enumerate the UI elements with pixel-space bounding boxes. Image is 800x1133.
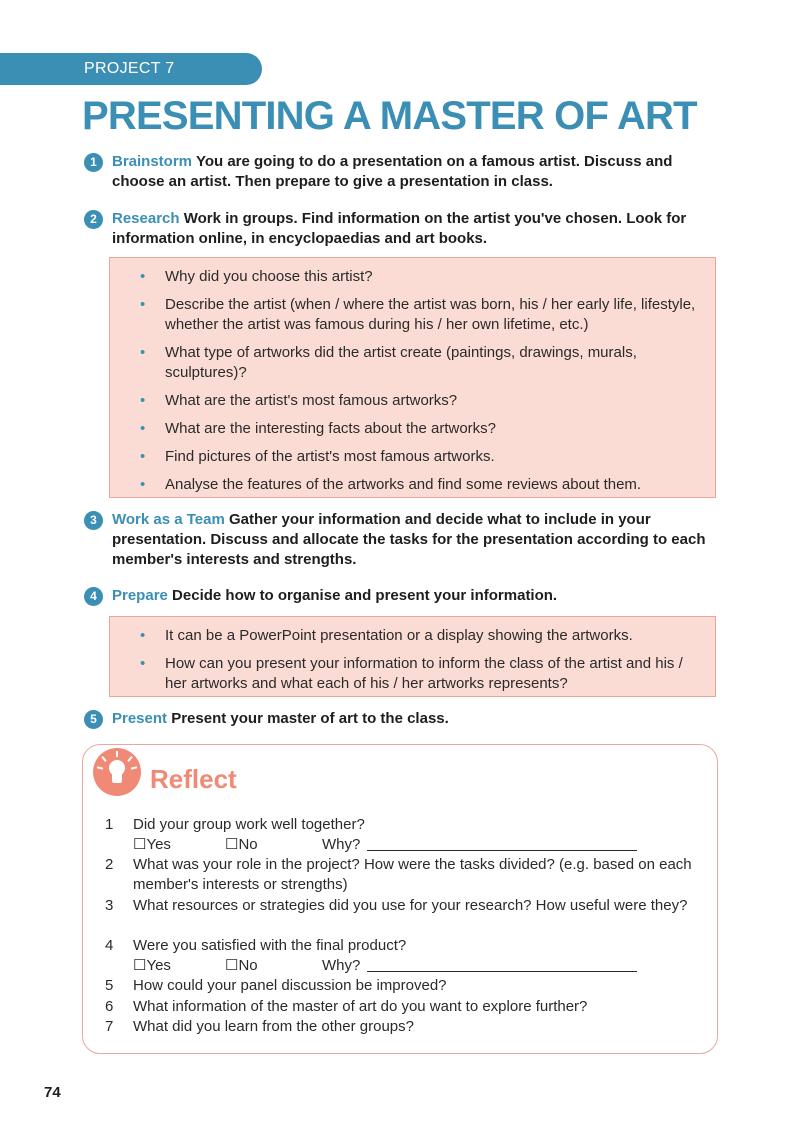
step-keyword: Work as a Team [112, 511, 225, 528]
project-banner [0, 53, 262, 85]
reflect-question [105, 997, 695, 1017]
question-text: What did you learn from the other groups? [133, 1018, 414, 1035]
reflect-question [105, 815, 695, 835]
step-work-as-team [84, 510, 724, 570]
step-number: 2 [84, 210, 103, 229]
yes-checkbox[interactable]: ☐Yes [133, 836, 171, 853]
list-item: • It can be a PowerPoint presentation or a display showing the artworks. [110, 626, 715, 646]
question-text: What was your role in the project? How were the tasks divided? (e.g. based on each member's interests or strengths) [133, 856, 692, 893]
lightbulb-icon [93, 748, 141, 796]
no-checkbox[interactable]: ☐No [225, 957, 258, 974]
step-instruction: Gather your information and decide what to include in your presentation. Discuss and allocate the tasks for the presentation according to each member's interests and strengths. [112, 511, 706, 568]
reflect-question [105, 936, 695, 956]
reflect-title: Reflect [150, 764, 237, 794]
question-text: What information of the master of art do you want to explore further? [133, 998, 588, 1015]
question-number: 1 [105, 816, 114, 833]
step-keyword: Present [112, 710, 168, 727]
no-checkbox[interactable]: ☐No [225, 836, 258, 853]
list-item: • Describe the artist (when / where the artist was born, his / her early life, lifestyle, whether the artist was famous during his / her own lifetime, etc.) [110, 295, 715, 335]
list-item: • Find pictures of the artist's most famous artworks. [110, 447, 715, 467]
question-text: Were you satisfied with the final product? [133, 937, 407, 954]
question-number: 3 [105, 897, 114, 914]
step-instruction: You are going to do a presentation on a famous artist. Discuss and choose an artist. Then prepare to give a presentation in class. [112, 153, 673, 190]
step-number: 1 [84, 153, 103, 172]
question-number: 6 [105, 998, 114, 1015]
page-number: 74 [44, 1084, 61, 1101]
why-label: Why? [322, 957, 361, 974]
reflect-question [105, 896, 695, 916]
yes-checkbox[interactable]: ☐Yes [133, 957, 171, 974]
step-keyword: Brainstorm [112, 153, 193, 170]
list-item: • What are the artist's most famous artworks? [110, 391, 715, 411]
reflect-question [105, 1017, 695, 1037]
question-text: What resources or strategies did you use for your research? How useful were they? [133, 897, 688, 914]
step-research [84, 209, 724, 249]
step-instruction: Present your master of art to the class. [171, 710, 449, 727]
reflect-question [105, 855, 695, 895]
list-item: • What type of artworks did the artist create (paintings, drawings, murals, sculptures)? [110, 343, 715, 383]
question-text: How could your panel discussion be improved? [133, 977, 447, 994]
question-number: 7 [105, 1018, 114, 1035]
step-present [84, 709, 724, 729]
reflect-question [105, 976, 695, 996]
step-number: 3 [84, 511, 103, 530]
why-answer-line[interactable] [367, 971, 637, 972]
research-points-box [109, 257, 716, 498]
list-item: • How can you present your information to inform the class of the artist and his / her artworks and what each of his / her artworks represents? [110, 654, 715, 694]
project-label: PROJECT 7 [84, 60, 175, 77]
step-brainstorm [84, 152, 724, 192]
prepare-points-box [109, 616, 716, 697]
question-number: 2 [105, 856, 114, 873]
question-number: 4 [105, 937, 114, 954]
step-number: 5 [84, 710, 103, 729]
list-item: • Analyse the features of the artworks and find some reviews about them. [110, 475, 715, 495]
step-prepare [84, 586, 724, 606]
step-keyword: Research [112, 210, 180, 227]
step-keyword: Prepare [112, 587, 168, 604]
list-item: • What are the interesting facts about the artworks? [110, 419, 715, 439]
step-instruction: Decide how to organise and present your information. [172, 587, 558, 604]
page-title: PRESENTING A MASTER OF ART [82, 94, 697, 138]
step-instruction: Work in groups. Find information on the artist you've chosen. Look for information online, in encyclopaedias and art books. [112, 210, 687, 247]
question-text: Did your group work well together? [133, 816, 365, 833]
list-item: • Why did you choose this artist? [110, 267, 715, 287]
why-answer-line[interactable] [367, 850, 637, 851]
question-number: 5 [105, 977, 114, 994]
step-number: 4 [84, 587, 103, 606]
why-label: Why? [322, 836, 361, 853]
